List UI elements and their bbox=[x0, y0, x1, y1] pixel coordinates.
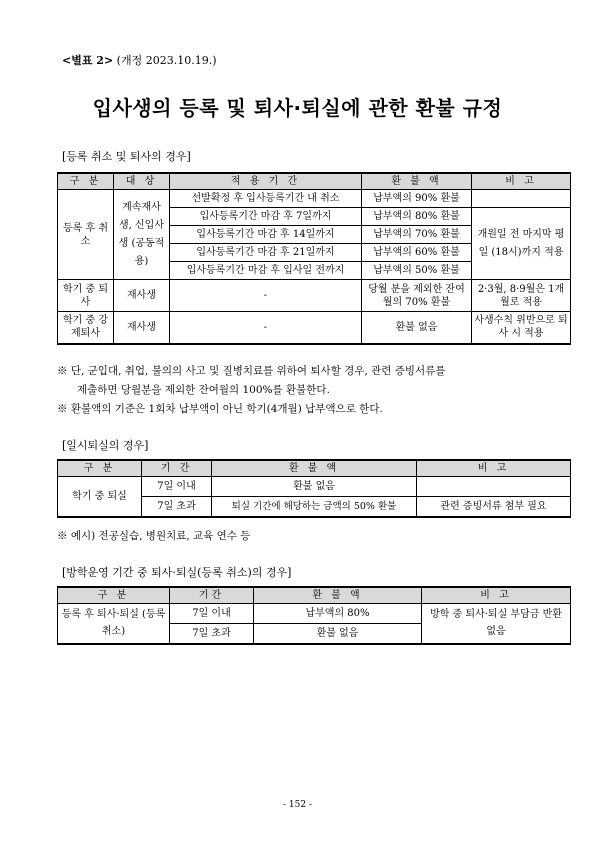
period-cell: 선발확정 후 입사등록기간 내 취소 bbox=[170, 190, 362, 208]
section1-notes bbox=[57, 362, 445, 419]
note-cell: 관련 증빙서류 첨부 필요 bbox=[417, 497, 571, 517]
header-refund: 환 불 액 bbox=[212, 460, 417, 477]
table-header-row bbox=[58, 173, 571, 190]
category-cell: 학기 중 퇴실 bbox=[58, 477, 142, 517]
section2-heading: [일시퇴실의 경우] bbox=[62, 439, 149, 452]
refund-cell: 납부액의 80% bbox=[254, 604, 422, 624]
note-line: ※ 예시) 전공실습, 병원치료, 교육 연수 등 bbox=[57, 530, 251, 542]
category-cell: 학기 중 강제퇴사 bbox=[58, 312, 114, 344]
refund-cell: 납부액의 60% 환불 bbox=[362, 244, 472, 262]
section3-heading: [방학운영 기간 중 퇴사·퇴실(등록 취소)의 경우] bbox=[62, 566, 292, 579]
table-row bbox=[58, 604, 571, 624]
period-cell: 입사등록기간 마감 후 21일까지 bbox=[170, 244, 362, 262]
table-row bbox=[58, 312, 571, 344]
note-cell bbox=[472, 190, 571, 208]
table-row bbox=[58, 477, 571, 497]
refund-cell: 납부액의 70% 환불 bbox=[362, 226, 472, 244]
refund-cell: 납부액의 50% 환불 bbox=[362, 262, 472, 280]
header-category: 구 분 bbox=[58, 460, 142, 477]
refund-cell: 환불 없음 bbox=[362, 312, 472, 344]
period-cell: 입사등록기간 마감 후 입사일 전까지 bbox=[170, 262, 362, 280]
header-refund: 환 불 액 bbox=[362, 173, 472, 190]
page-number: - 152 - bbox=[283, 800, 312, 810]
period-cell: - bbox=[170, 312, 362, 344]
refund-cell: 납부액의 90% 환불 bbox=[362, 190, 472, 208]
table-header-row bbox=[58, 460, 571, 477]
refund-cell: 환불 없음 bbox=[254, 624, 422, 644]
header-target: 대 상 bbox=[114, 173, 170, 190]
annex-header bbox=[62, 52, 216, 68]
note-cell: 개원일 전 마지막 평일 (18시)까지 적용 bbox=[472, 208, 571, 280]
section2-note bbox=[57, 527, 250, 546]
header-note: 비 고 bbox=[472, 173, 571, 190]
revision-date: (개정 2023.10.19.) bbox=[116, 54, 217, 67]
header-category: 구 분 bbox=[58, 173, 114, 190]
vacation-refund-table bbox=[57, 586, 571, 645]
period-cell: - bbox=[170, 280, 362, 312]
category-cell: 학기 중 퇴사 bbox=[58, 280, 114, 312]
note-line: ※ 단, 군입대, 취업, 불의의 사고 및 질병치료를 위하여 퇴사할 경우, 관련 증빙서류를 bbox=[57, 365, 446, 377]
category-cell: 등록 후 취소 bbox=[58, 190, 114, 280]
header-period: 기 간 bbox=[142, 460, 212, 477]
header-note: 비 고 bbox=[417, 460, 571, 477]
header-category: 구 분 bbox=[58, 587, 170, 604]
temporary-leave-table bbox=[57, 459, 571, 518]
note-cell bbox=[417, 477, 571, 497]
note-line: ※ 환불액의 기준은 1회차 납부액이 아닌 학기(4개월) 납부액으로 한다. bbox=[57, 403, 383, 415]
header-period: 적 용 기 간 bbox=[170, 173, 362, 190]
target-cell: 재사생 bbox=[114, 312, 170, 344]
refund-cell: 납부액의 80% 환불 bbox=[362, 208, 472, 226]
note-cell: 2·3월, 8·9월은 1개월로 적용 bbox=[472, 280, 571, 312]
period-cell: 7일 초과 bbox=[142, 497, 212, 517]
table-row bbox=[58, 280, 571, 312]
section1-heading: [등록 취소 및 퇴사의 경우] bbox=[62, 150, 191, 163]
header-period: 기간 bbox=[170, 587, 254, 604]
period-cell: 7일 초과 bbox=[170, 624, 254, 644]
refund-cell: 환불 없음 bbox=[212, 477, 417, 497]
period-cell: 7일 이내 bbox=[142, 477, 212, 497]
period-cell: 입사등록기간 마감 후 7일까지 bbox=[170, 208, 362, 226]
refund-cell: 퇴실 기간에 해당하는 금액의 50% 환불 bbox=[212, 497, 417, 517]
note-cell: 방학 중 퇴사·퇴실 부담금 반환 없음 bbox=[422, 604, 571, 644]
table-row bbox=[58, 190, 571, 208]
target-cell: 계속재사생, 신입사생 (공동적용) bbox=[114, 190, 170, 280]
note-cell: 사생수칙 위반으로 퇴사 시 적용 bbox=[472, 312, 571, 344]
period-cell: 입사등록기간 마감 후 14일까지 bbox=[170, 226, 362, 244]
header-refund: 환 불 액 bbox=[254, 587, 422, 604]
page-title: 입사생의 등록 및 퇴사·퇴실에 관한 환불 규정 bbox=[92, 96, 503, 120]
table-header-row bbox=[58, 587, 571, 604]
period-cell: 7일 이내 bbox=[170, 604, 254, 624]
cancellation-refund-table bbox=[57, 172, 571, 345]
note-line: 제출하면 당월분을 제외한 잔여월의 100%를 환불한다. bbox=[77, 384, 330, 396]
annex-label: <별표 2> bbox=[62, 54, 114, 67]
refund-cell: 당월 분을 제외한 잔여 월의 70% 환불 bbox=[362, 280, 472, 312]
category-cell: 등록 후 퇴사·퇴실 (등록취소) bbox=[58, 604, 170, 644]
header-note: 비 고 bbox=[422, 587, 571, 604]
target-cell: 재사생 bbox=[114, 280, 170, 312]
